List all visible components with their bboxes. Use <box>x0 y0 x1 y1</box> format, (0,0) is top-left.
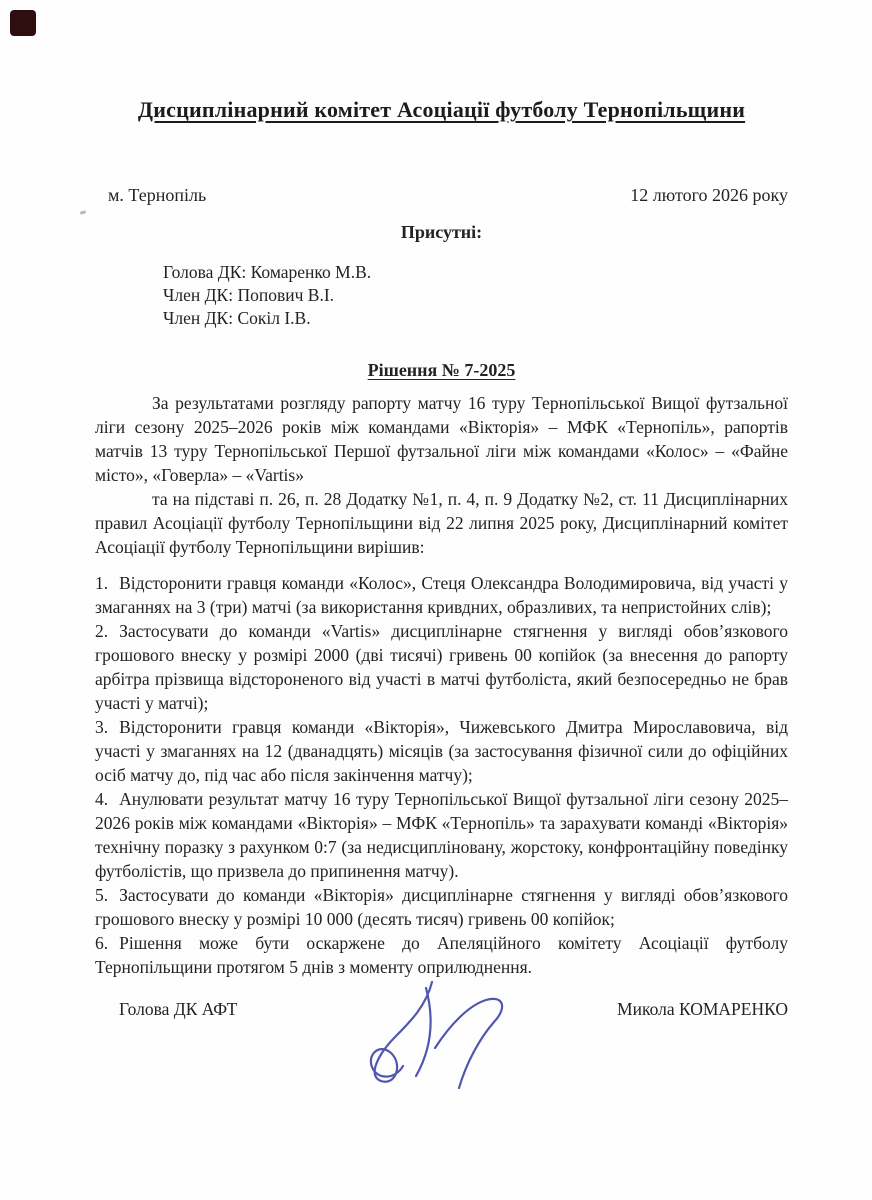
attendees-list <box>163 261 788 330</box>
decision-item <box>95 931 788 979</box>
decision-item <box>95 883 788 931</box>
decision-item <box>95 715 788 787</box>
item-text: Відсторонити гравця команди «Колос», Стеця Олександра Володимировича, від участі у змаганнях на 3 (три) матчі (за використання кривдних, образливих, та непристойних слів); <box>95 573 788 617</box>
item-number: 1. <box>95 573 109 593</box>
item-number: 2. <box>95 621 109 641</box>
corner-mark <box>10 10 36 36</box>
decision-heading: Рішення № 7-2025 <box>367 360 516 380</box>
decision-item <box>95 619 788 715</box>
attendee-row: Член ДК: Попович В.І. <box>163 285 335 305</box>
signature-ink <box>340 978 515 1098</box>
item-text: Застосувати до команди «Вікторія» дисциплінарне стягнення у вигляді обов’язкового грошового внеску у розмірі 10 000 (десять тисяч) гривень 00 копійок; <box>95 885 788 929</box>
decision-item <box>95 571 788 619</box>
item-number: 3. <box>95 717 109 737</box>
present-heading: Присутні: <box>400 222 483 242</box>
date-label: 12 лютого 2026 року <box>630 185 788 205</box>
signoff-role: Голова ДК АФТ <box>119 999 238 1019</box>
item-number: 5. <box>95 885 109 905</box>
item-number: 6. <box>95 933 109 953</box>
scan-artifact <box>80 210 87 215</box>
attendee-row: Член ДК: Сокіл І.В. <box>163 308 311 328</box>
decision-item <box>95 787 788 883</box>
signoff-name: Микола КОМАРЕНКО <box>617 999 788 1019</box>
item-text: Застосувати до команди «Vartis» дисциплінарне стягнення у вигляді обов’язкового грошового внеску у розмірі 2000 (дві тисячі) гривень 00 копійок (за внесення до рапорту арбітра прізвища відстороненого від участі в матчі футболіста, який безпосередньо не брав участі у матчі); <box>95 621 788 713</box>
document-title: Дисциплінарний комітет Асоціації футболу Тернопільщини <box>137 97 746 122</box>
place-date-row <box>95 185 788 206</box>
item-text: Анулювати результат матчу 16 туру Тернопільської Вищої футзальної ліги сезону 2025–2026 років між командами «Вікторія» – МФК «Тернопіль» та зарахувати команді «Вікторія» технічну поразку з рахунком 0:7 (за недисципліновану, жорстоку, конфронтаційну поведінку футболістів, що призвела до припинення матчу). <box>95 789 788 881</box>
document-content <box>95 0 788 1020</box>
item-number: 4. <box>95 789 109 809</box>
city-label: м. Тернопіль <box>108 185 207 205</box>
item-text: Відсторонити гравця команди «Вікторія», Чижевського Дмитра Мирославовича, від участі у змаганнях на 12 (дванадцять) місяців (за застосування фізичної сили до офіційних осіб матчу до, під час або після закінчення матчу); <box>95 717 788 785</box>
decision-items <box>95 571 788 979</box>
attendee-row: Голова ДК: Комаренко М.В. <box>163 262 372 282</box>
preamble-paragraph: та на підставі п. 26, п. 28 Додатку №1, п. 4, п. 9 Додатку №2, ст. 11 Дисциплінарних правил Асоціації футболу Тернопільщини від 22 липня 2025 року, Дисциплінарний комітет Асоціації футболу Тернопільщини вирішив: <box>95 489 788 557</box>
item-text: Рішення може бути оскаржене до Апеляційного комітету Асоціації футболу Тернопільщини протягом 5 днів з моменту оприлюднення. <box>95 933 788 977</box>
preamble-paragraph: За результатами розгляду рапорту матчу 16 туру Тернопільської Вищої футзальної ліги сезону 2025–2026 років між командами «Вікторія» – МФК «Тернопіль», рапортів матчів 13 туру Тернопільської Першої футзальної ліги між командами «Колос» – «Файне місто», «Говерла» – «Vartis» <box>95 393 788 485</box>
